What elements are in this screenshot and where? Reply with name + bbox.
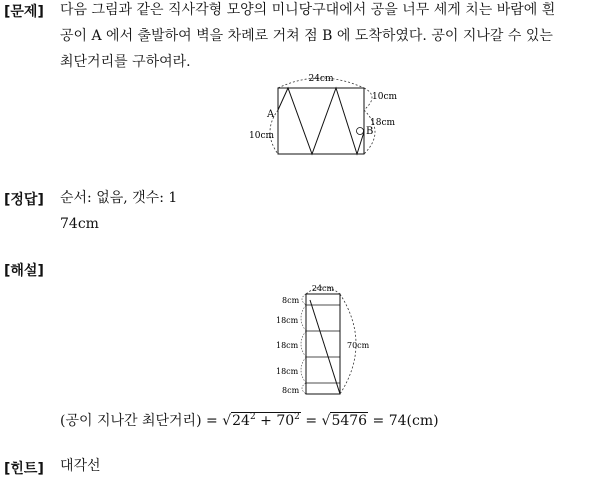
sqrt1-term-1: 24 bbox=[232, 413, 250, 429]
left-label: 10cm bbox=[249, 131, 275, 141]
right-mid-label: 18cm bbox=[370, 118, 396, 128]
formula-eq-1: = bbox=[206, 413, 218, 429]
left-arc-ticks bbox=[301, 294, 306, 394]
left-label-4: 18cm bbox=[276, 367, 299, 376]
sqrt2-value: 5476 bbox=[331, 413, 368, 429]
top-label: 24cm bbox=[311, 284, 335, 293]
answer-line-1: 순서: 없음, 갯수: 1 bbox=[60, 190, 178, 206]
formula-eq-2: = bbox=[305, 413, 318, 429]
problem-figure bbox=[240, 70, 410, 165]
ball-path bbox=[278, 88, 364, 154]
left-label-1: 8cm bbox=[282, 296, 300, 305]
left-label-3: 18cm bbox=[276, 341, 299, 350]
diagonal-path bbox=[310, 300, 340, 394]
table-rectangle bbox=[278, 88, 364, 154]
solution-figure bbox=[270, 282, 380, 400]
sqrt1-term-2: 70 bbox=[276, 413, 295, 429]
answer-header: [정답] bbox=[4, 192, 44, 208]
problem-header: [문제] bbox=[4, 4, 44, 20]
right-top-arc bbox=[364, 88, 372, 110]
sqrt-expression-2: √5476 bbox=[321, 413, 368, 429]
problem-line-3: 최단거리를 구하여라. bbox=[60, 54, 191, 70]
formula-eq-3: = bbox=[372, 413, 385, 429]
hint-text: 대각선 bbox=[60, 458, 101, 474]
solution-header: [해설] bbox=[4, 263, 44, 279]
left-label-2: 18cm bbox=[276, 316, 299, 325]
problem-line-1: 다음 그림과 같은 직사각형 모양의 미니당구대에서 공을 너무 세게 치는 바람에 흰 bbox=[60, 2, 556, 18]
right-label: 70cm bbox=[347, 341, 370, 350]
exp-2: 2 bbox=[294, 412, 300, 422]
problem-line-2: 공이 A 에서 출발하여 벽을 차례로 거쳐 점 B 에 도착하였다. 공이 지나갈 수 있는 bbox=[60, 28, 553, 44]
formula-lhs: (공이 지나간 최단거리) bbox=[60, 413, 202, 429]
solution-formula bbox=[60, 410, 439, 430]
answer-line-2: 74cm bbox=[60, 216, 99, 232]
point-a-label: A bbox=[267, 109, 275, 120]
plus-sign: + bbox=[260, 413, 272, 429]
exp-1: 2 bbox=[249, 412, 256, 422]
right-top-label: 10cm bbox=[372, 92, 398, 102]
width-label: 24cm bbox=[308, 74, 334, 84]
left-label-5: 8cm bbox=[282, 386, 300, 395]
hint-header: [힌트] bbox=[4, 461, 44, 477]
point-b-ball bbox=[357, 128, 364, 135]
point-b-label: B bbox=[366, 126, 374, 137]
sqrt-expression-1: $√24^2 + 70^2$ bbox=[222, 412, 300, 429]
formula-result: 74(cm) bbox=[388, 413, 439, 429]
